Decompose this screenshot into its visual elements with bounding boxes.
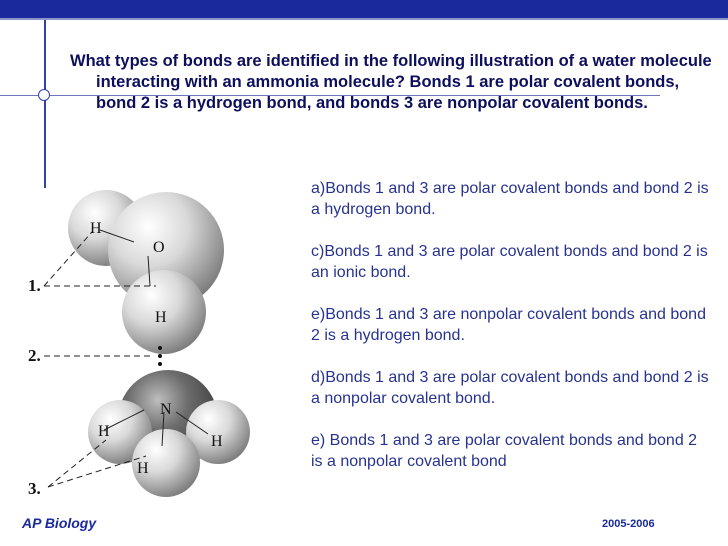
top-divider: [0, 18, 728, 20]
answer-option: d)Bonds 1 and 3 are polar covalent bonds and bond 2 is a nonpolar covalent bond.: [311, 369, 709, 407]
answer-option: e)Bonds 1 and 3 are nonpolar covalent bonds and bond 2 is a hydrogen bond.: [311, 306, 706, 344]
year-label: 2005-2006: [602, 518, 655, 530]
answer-list: [311, 178, 711, 493]
vertical-rule: [44, 20, 46, 188]
label-oxygen: O: [153, 239, 165, 256]
top-bar: [0, 0, 728, 18]
label-ammonia-h-bottom: H: [137, 460, 149, 477]
label-ammonia-h-right: H: [211, 433, 223, 450]
answer-option: c)Bonds 1 and 3 are polar covalent bonds and bond 2 is an ionic bond.: [311, 243, 708, 281]
label-water-h-bottom: H: [155, 309, 167, 326]
label-nitrogen: N: [160, 401, 172, 418]
answer-option: e) Bonds 1 and 3 are polar covalent bonds and bond 2 is a nonpolar covalent bond: [311, 432, 698, 470]
label-water-h-top: H: [90, 220, 102, 237]
label-bond-2: 2.: [28, 346, 41, 365]
label-bond-1: 1.: [28, 276, 41, 295]
crosshair-circle-icon: [38, 89, 50, 101]
label-ammonia-h-left: H: [98, 423, 110, 440]
course-title: AP Biology: [22, 515, 97, 531]
question-text: What types of bonds are identified in the following illustration of a water molecule interacting with an ammonia molecule? Bonds 1 are polar covalent bonds, bond 2 is a hydrogen bond, and bonds 3 are nonpolar covalent bonds.: [70, 52, 712, 112]
label-bond-3: 3.: [28, 479, 41, 498]
answer-option: a)Bonds 1 and 3 are polar covalent bonds and bond 2 is a hydrogen bond.: [311, 180, 709, 218]
molecule-illustration: [26, 180, 276, 505]
